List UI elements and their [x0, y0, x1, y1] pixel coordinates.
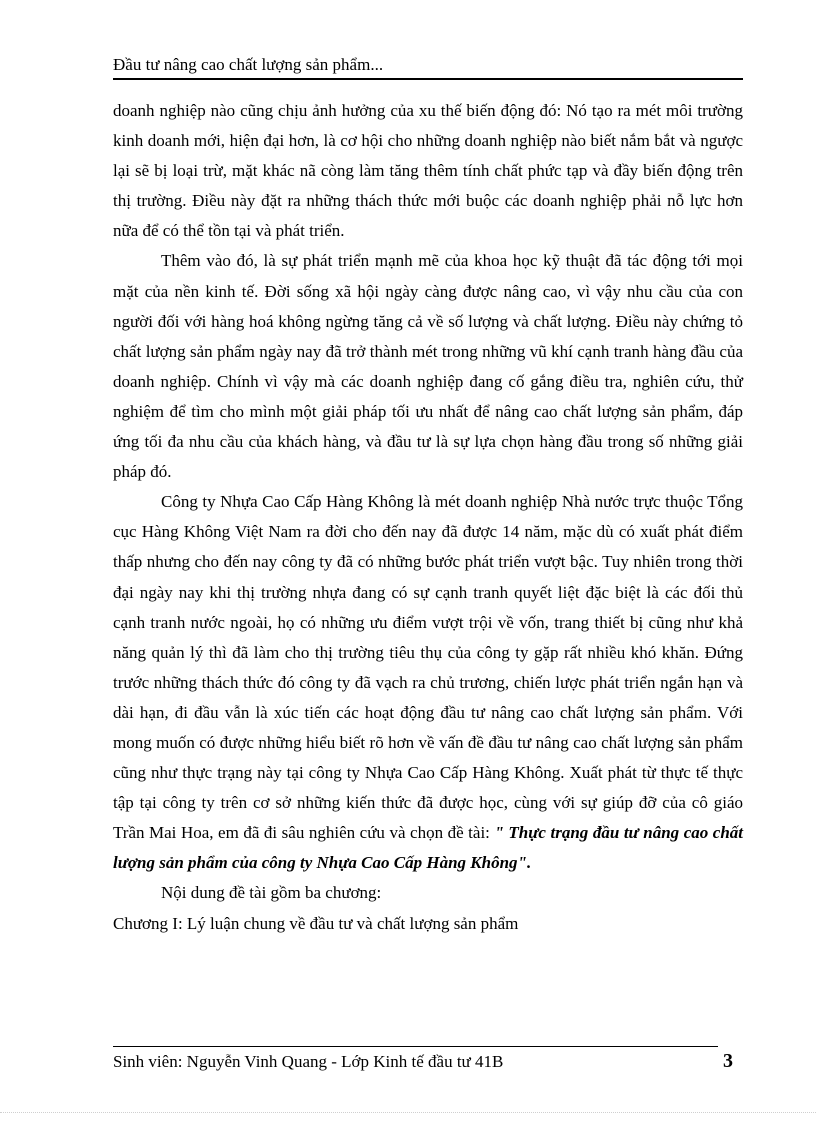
- page-footer: [113, 1050, 743, 1074]
- paragraph-3-text: Công ty Nhựa Cao Cấp Hàng Không là mét doanh nghiệp Nhà nước trực thuộc Tổng cục Hàng Không Việt Nam ra đời cho đến nay đã được 14 năm, mặc dù có xuất phát điểm thấp nhưng cho đến nay công ty đã có những bước phát triển vượt bậc. Tuy nhiên trong thời đại ngày nay khi thị trường nhựa đang có sự cạnh tranh quyết liệt đặc biệt là các đối thủ cạnh tranh nước ngoài, họ có những ưu điểm vượt trội về vốn, trang thiết bị cũng như khả năng quản lý thì đã làm cho thị trường tiêu thụ của công ty gặp rất nhiều khó khăn. Đứng trước những thách thức đó công ty đã vạch ra chủ trương, chiến lược phát triển ngắn hạn và dài hạn, đi đầu vẫn là xúc tiến các hoạt động đầu tư nâng cao chất lượng sản phẩm. Với mong muốn có được những hiểu biết rõ hơn về vấn đề đầu tư nâng cao chất lượng sản phẩm cũng như thực trạng này tại công ty Nhựa Cao Cấp Hàng Không. Xuất phát từ thực tế thực tập tại công ty trên cơ sở những kiến thức đã được học, cùng với sự giúp đỡ của cô giáo Trần Mai Hoa, em đã đi sâu nghiên cứu và chọn đề tài:: [113, 492, 743, 843]
- footer-divider: [113, 1046, 718, 1047]
- page-number: 3: [723, 1050, 733, 1072]
- chapter-1-line: Chương I: Lý luận chung về đầu tư và chất lượng sản phẩm: [113, 913, 519, 933]
- paragraph-3: [113, 487, 743, 878]
- thesis-topic: " Thực trạng đầu tư nâng cao chất lượng sản phẩm của công ty Nhựa Cao Cấp Hàng Không".: [113, 823, 743, 873]
- footer-author: Sinh viên: Nguyễn Vinh Quang - Lớp Kinh tế đầu tư 41B: [113, 1052, 504, 1071]
- paragraph-2: Thêm vào đó, là sự phát triển mạnh mẽ của khoa học kỹ thuật đã tác động tới mọi mặt của nền kinh tế. Đời sống xã hội ngày càng được nâng cao, vì vậy nhu cầu của con người đối với hàng hoá không ngừng tăng cả về số lượng và chất lượng. Điều này chứng tỏ chất lượng sản phẩm ngày nay đã trở thành mét trong những vũ khí cạnh tranh hàng đầu của doanh nghiệp. Chính vì vậy mà các doanh nghiệp đang cố gắng điều tra, nghiên cứu, thử nghiệm để tìm cho mình một giải pháp tối ưu nhất để nâng cao chất lượng sản phẩm, đáp ứng tối đa nhu cầu của khách hàng, và đầu tư là sự lựa chọn hàng đầu trong số những giải pháp đó.: [113, 251, 743, 482]
- running-header: Đầu tư nâng cao chất lượng sản phẩm...: [113, 55, 384, 74]
- page-edge-divider: [0, 1112, 816, 1113]
- paragraph-1: doanh nghiệp nào cũng chịu ảnh hưởng của xu thế biến động đó: Nó tạo ra mét môi trường kinh doanh mới, hiện đại hơn, là cơ hội cho những doanh nghiệp nào biết nắm bắt và ngược lại sẽ bị loại trừ, mặt khác nã còng làm tăng thêm tính chất phức tạp và đầy biến động trên thị trường. Điều này đặt ra những thách thức mới buộc các doanh nghiệp phải nỗ lực hơn nữa để có thể tồn tại và phát triển.: [113, 101, 743, 241]
- paragraph-4: Nội dung đề tài gồm ba chương:: [161, 883, 382, 903]
- header-divider: [113, 78, 743, 80]
- body-text: [113, 96, 743, 939]
